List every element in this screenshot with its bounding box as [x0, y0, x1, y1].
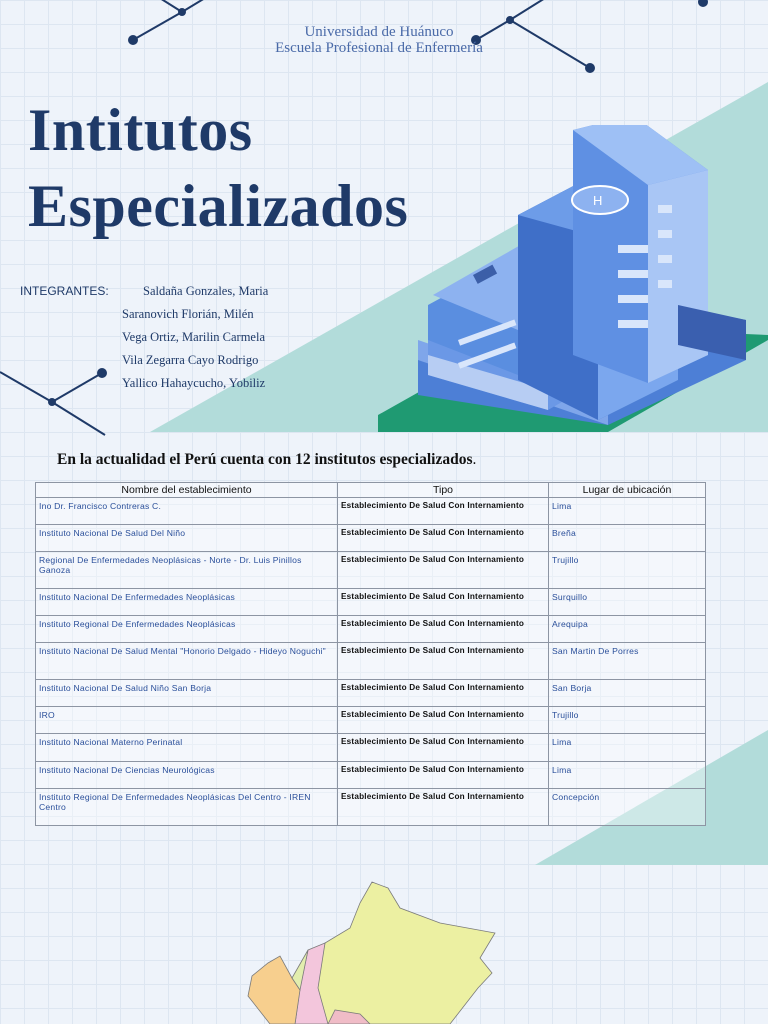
cell-type: Establecimiento De Salud Con Internamiento	[338, 762, 549, 789]
cell-name: Instituto Nacional De Salud Niño San Borja	[36, 680, 338, 707]
cell-type: Establecimiento De Salud Con Internamiento	[338, 552, 549, 589]
intro-period: .	[472, 451, 477, 468]
cell-name: Instituto Nacional De Enfermedades Neoplásicas	[36, 589, 338, 616]
cell-location: Trujillo	[549, 707, 706, 734]
member-name: Vega Ortiz, Marilin Carmela	[122, 330, 266, 344]
peru-map-illustration	[240, 878, 500, 1024]
university-name: Universidad de Huánuco	[304, 24, 454, 40]
member-name: Yallico Hahaycucho, Yobiliz	[122, 376, 266, 390]
table-row	[36, 498, 706, 525]
cell-name: Instituto Regional De Enfermedades Neoplásicas Del Centro - IREN Centro	[36, 789, 338, 826]
cell-location: San Martin De Porres	[549, 643, 706, 680]
table-row	[36, 552, 706, 589]
members-label: INTEGRANTES:	[20, 284, 109, 298]
cell-type: Establecimiento De Salud Con Internamiento	[338, 734, 549, 762]
table-row	[36, 616, 706, 643]
cell-name: Instituto Nacional De Ciencias Neurológicas	[36, 762, 338, 789]
table-row	[36, 707, 706, 734]
cell-location: Surquillo	[549, 589, 706, 616]
intro-sentence: En la actualidad el Perú cuenta con 12 institutos especializados	[57, 451, 473, 468]
title-line-1: Intitutos	[28, 97, 253, 163]
page-title	[28, 92, 408, 244]
cell-type: Establecimiento De Salud Con Internamiento	[338, 707, 549, 734]
school-name: Escuela Profesional de Enfermería	[275, 40, 483, 56]
cell-location: San Borja	[549, 680, 706, 707]
cell-name: Instituto Nacional De Salud Mental "Honorio Delgado - Hideyo Noguchi"	[36, 643, 338, 680]
hospital-building-illustration	[378, 125, 768, 435]
cell-type: Establecimiento De Salud Con Internamiento	[338, 789, 549, 826]
member-name: Saranovich Florián, Milén	[122, 307, 254, 321]
cell-location: Breña	[549, 525, 706, 552]
intro-text	[57, 451, 476, 469]
member-name: Saldaña Gonzales, Maria	[143, 284, 269, 298]
cell-type: Establecimiento De Salud Con Internamiento	[338, 589, 549, 616]
cell-type: Establecimiento De Salud Con Internamiento	[338, 680, 549, 707]
table-row	[36, 525, 706, 552]
cell-type: Establecimiento De Salud Con Internamiento	[338, 498, 549, 525]
cell-name: Instituto Nacional Materno Perinatal	[36, 734, 338, 762]
cell-location: Trujillo	[549, 552, 706, 589]
cell-location: Arequipa	[549, 616, 706, 643]
cell-location: Lima	[549, 762, 706, 789]
cell-type: Establecimiento De Salud Con Internamiento	[338, 643, 549, 680]
cell-location: Lima	[549, 734, 706, 762]
cell-name: Instituto Regional De Enfermedades Neoplásicas	[36, 616, 338, 643]
cell-location: Lima	[549, 498, 706, 525]
table-row	[36, 589, 706, 616]
column-header-location: Lugar de ubicación	[549, 483, 706, 498]
member-name: Vila Zegarra Cayo Rodrigo	[122, 353, 259, 367]
column-header-name: Nombre del establecimiento	[36, 483, 338, 498]
cell-type: Establecimiento De Salud Con Internamiento	[338, 525, 549, 552]
cell-location: Concepción	[549, 789, 706, 826]
svg-text:H: H	[593, 193, 603, 208]
table-header-row	[36, 483, 706, 498]
cell-name: Regional De Enfermedades Neoplásicas - Norte - Dr. Luis Pinillos Ganoza	[36, 552, 338, 589]
table-row	[36, 680, 706, 707]
cell-type: Establecimiento De Salud Con Internamiento	[338, 616, 549, 643]
table-row	[36, 643, 706, 680]
cell-name: Ino Dr. Francisco Contreras C.	[36, 498, 338, 525]
table-row	[36, 734, 706, 762]
header	[0, 24, 768, 56]
title-line-2: Especializados	[28, 173, 409, 239]
table-row	[36, 762, 706, 789]
cell-name: Instituto Nacional De Salud Del Niño	[36, 525, 338, 552]
table-row	[36, 789, 706, 826]
institutes-table	[35, 482, 706, 826]
cell-name: IRO	[36, 707, 338, 734]
column-header-type: Tipo	[338, 483, 549, 498]
